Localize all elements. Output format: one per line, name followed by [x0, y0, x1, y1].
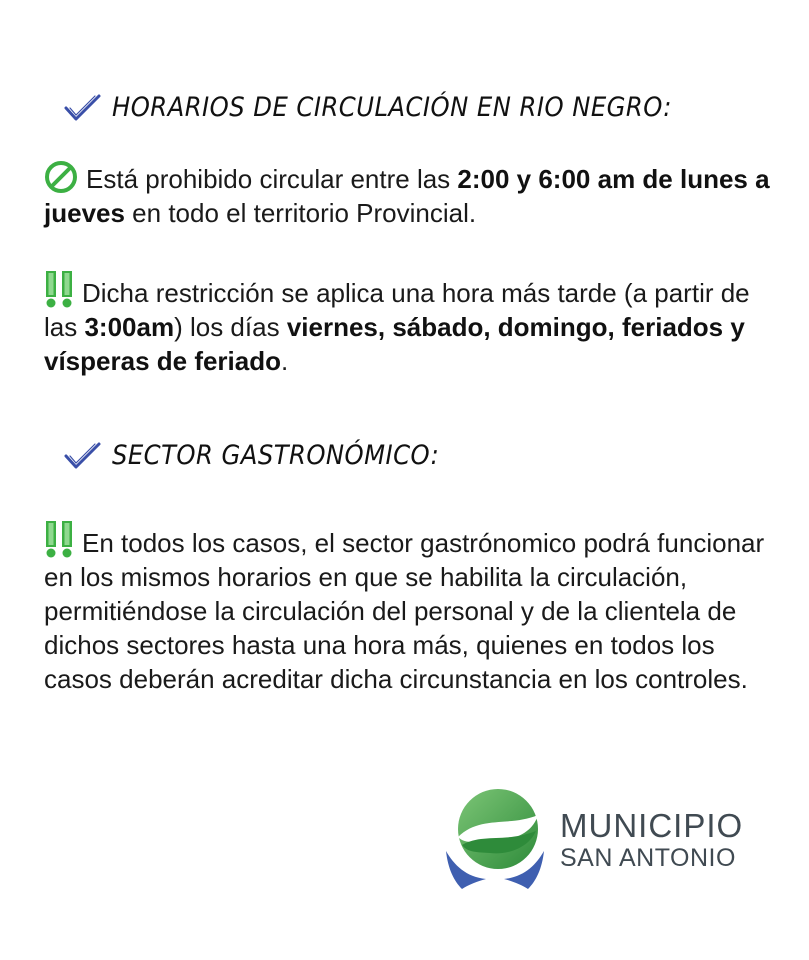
- bold-hours: 2:00 y 6:00 am de lunes a jueves: [44, 164, 770, 228]
- section-heading-circulation: [62, 92, 734, 123]
- logo-line-2: SAN ANTONIO: [560, 844, 736, 872]
- prohibition-paragraph: Está prohibido circular entre las 2:00 y 6:00 am de lunes a jueves en todo el territorio Provincial.: [44, 160, 774, 230]
- check-icon: [62, 441, 102, 471]
- restriction-paragraph: Dicha restricción se aplica una hora más tarde (a partir de las 3:00am) los días viernes, sábado, domingo, feriados y vísperas de feriado.: [44, 270, 774, 378]
- prohibited-icon: [44, 160, 78, 194]
- heading-text: SECTOR GASTRONÓMICO:: [112, 440, 440, 471]
- gastronomic-paragraph: En todos los casos, el sector gastrónomico podrá funcionar en los mismos horarios en que se habilita la circulación, permitiéndose la circulación del personal y de la clientela de dichos sectores hasta una hora más, quienes en todos los casos deberán acreditar dicha circunstancia en los controles.: [44, 520, 774, 696]
- double-exclamation-icon: [44, 270, 74, 308]
- check-icon: [62, 93, 102, 123]
- heading-text: HORARIOS DE CIRCULACIÓN EN RIO NEGRO:: [112, 92, 672, 123]
- logo-line-1: MUNICIPIO: [560, 807, 744, 844]
- municipio-logo: [440, 785, 743, 895]
- section-heading-gastronomic: [62, 440, 476, 471]
- double-exclamation-icon: [44, 520, 74, 558]
- municipio-logo-icon: [440, 785, 550, 895]
